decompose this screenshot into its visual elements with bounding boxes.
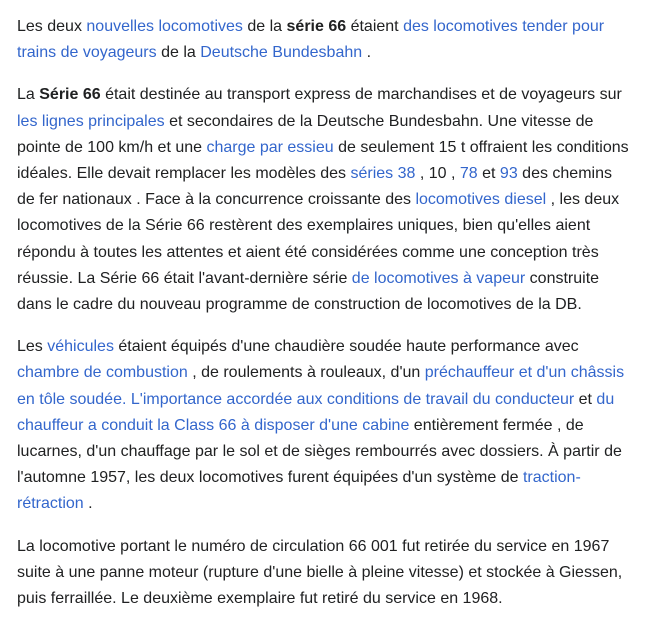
link-charge-par-essieu[interactable]: charge par essieu xyxy=(206,138,334,156)
link-chambre-de-combustion[interactable]: chambre de combustion xyxy=(17,364,188,382)
link-locomotives-a-vapeur[interactable]: de locomotives à vapeur xyxy=(351,269,526,287)
link-chauffeur-cabine[interactable]: du chauffeur a conduit la Class 66 à disposer d'une cabine xyxy=(17,390,615,434)
text: et xyxy=(574,390,597,408)
text: . xyxy=(362,44,372,62)
link-deutsche-bundesbahn[interactable]: Deutsche Bundesbahn xyxy=(200,44,363,62)
link-traction-retraction[interactable]: traction-rétraction xyxy=(17,469,581,513)
text: était destinée au transport express de marchandises et de voyageurs sur xyxy=(100,86,622,104)
text: de la xyxy=(156,44,201,62)
text: , les deux locomotives de la Série 66 restèrent des exemplaires uniques, bien qu'elles aient répondu à toutes les attentes et aient été considérées comme une conception très réussie. La Série 66 était l'avant-dernière série xyxy=(17,191,620,287)
text: des chemins de fer nationaux . Face à la concurrence croissante des xyxy=(17,165,612,209)
text: de la xyxy=(242,18,287,35)
link-locomotives-diesel[interactable]: locomotives diesel xyxy=(415,191,547,209)
text: La locomotive portant le numéro de circulation 66 001 fut retirée du service en 1967 suite à une panne moteur (rupture d'une bielle à pleine vitesse) et stockée à Giessen, puis ferraillée. Le deuxième exemplaire fut retiré du service en 1968. xyxy=(17,537,623,608)
link-series-38[interactable]: séries 38 xyxy=(350,165,416,183)
text: étaient xyxy=(346,18,404,35)
paragraph-intro xyxy=(17,14,634,66)
paragraph-usage xyxy=(17,82,634,318)
text: construite dans le cadre du nouveau programme de construction de locomotives de la DB. xyxy=(17,269,600,314)
link-78[interactable]: 78 xyxy=(459,165,478,183)
text: Les deux xyxy=(17,18,87,35)
bold-serie-66: Série 66 xyxy=(39,86,101,104)
text: La xyxy=(17,86,40,104)
text: et secondaires de la Deutsche Bundesbahn. Une vitesse de pointe de 100 km/h et une xyxy=(17,112,594,156)
link-nouvelles-locomotives[interactable]: nouvelles locomotives xyxy=(86,18,243,35)
text: , de roulements à rouleaux, d'un xyxy=(187,364,425,382)
text: et xyxy=(477,165,500,183)
text: , 10 , xyxy=(415,165,460,183)
link-93[interactable]: 93 xyxy=(499,165,518,183)
bold-serie-66: série 66 xyxy=(286,18,347,35)
text: entièrement fermée , de lucarnes, d'un chauffage par le sol et de sièges rembourrés avec dossiers. À partir de l'automne 1957, les deux locomotives furent équipées d'un système de xyxy=(17,416,622,487)
paragraph-retirement xyxy=(17,534,634,613)
link-locomotives-tender[interactable]: des locomotives tender pour trains de voyageurs xyxy=(17,18,605,62)
text: étaient équipés d'une chaudière soudée haute performance avec xyxy=(113,338,579,356)
link-vehicules[interactable]: véhicules xyxy=(47,338,114,356)
text: . xyxy=(83,495,93,513)
link-prechauffeur-chassis[interactable]: préchauffeur et d'un châssis en tôle soudée. L'importance accordée aux conditions de travail du conducteur xyxy=(17,364,625,408)
paragraph-equipment xyxy=(17,334,634,517)
text: Les xyxy=(17,338,48,356)
link-lignes-principales[interactable]: les lignes principales xyxy=(17,112,165,130)
text: de seulement 15 t offraient les conditions idéales. Elle devait remplacer les modèles des xyxy=(17,138,629,183)
